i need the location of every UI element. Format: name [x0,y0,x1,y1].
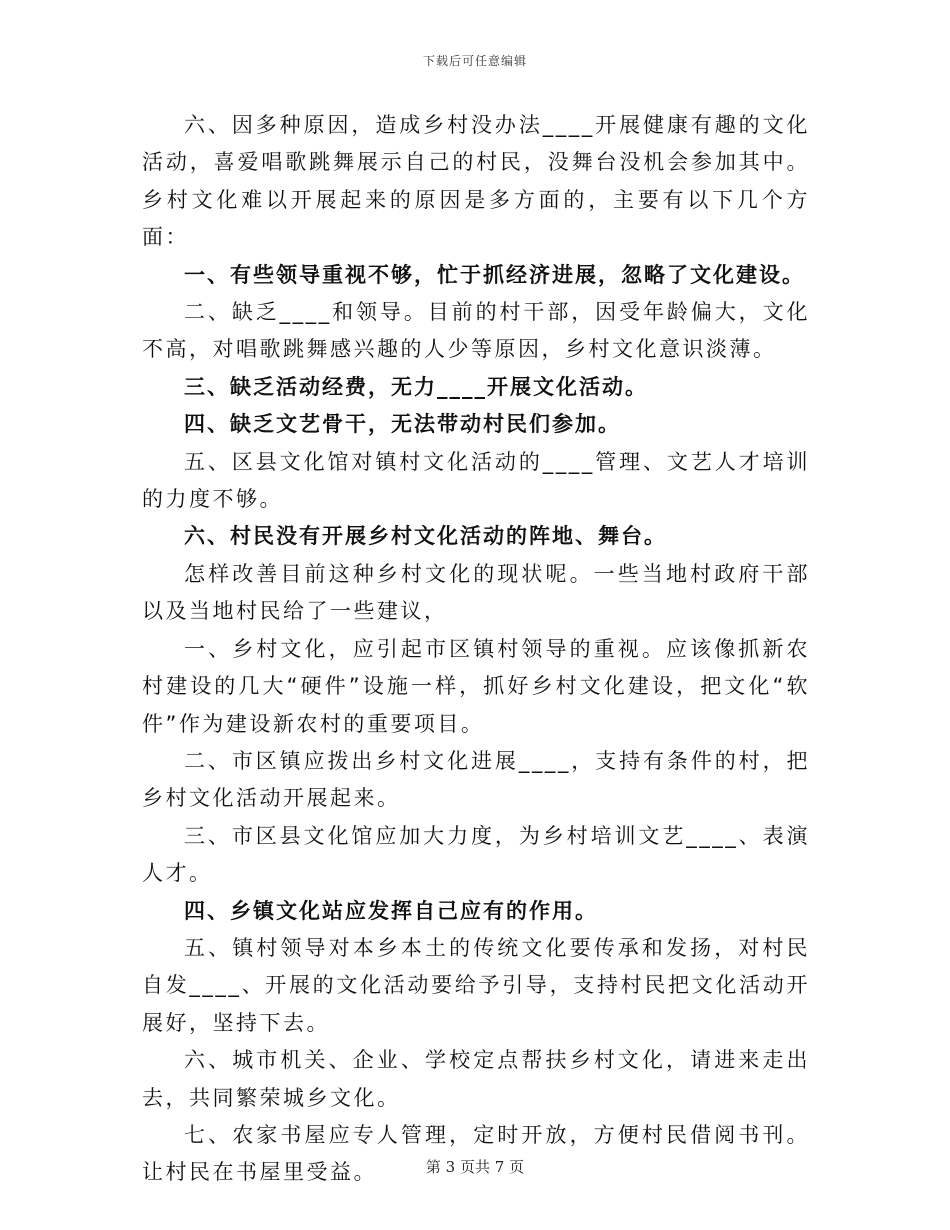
paragraph: 一、乡村文化，应引起市区镇村领导的重视。应该像抓新农村建设的几大“硬件”设施一样，抓好乡村文化建设，把文化“软件”作为建设新农村的重要项目。 [142,636,810,736]
paragraph: 五、区县文化馆对镇村文化活动的____管理、文艺人才培训的力度不够。 [142,449,810,512]
paragraph: 二、缺乏____和领导。目前的村干部，因受年龄偏大，文化不高，对唱歌跳舞感兴趣的人少等原因，乡村文化意识淡薄。 [142,300,810,362]
paragraph: 三、缺乏活动经费，无力____开展文化活动。 [184,374,648,399]
paragraph: 六、因多种原因，造成乡村没办法____开展健康有趣的文化活动，喜爱唱歌跳舞展示自己的村民，没舞台没机会参加其中。乡村文化难以开展起来的原因是多方面的，主要有以下几个方面： [142,113,810,250]
paragraph: 五、镇村领导对本乡本土的传统文化要传承和发扬，对村民自发____、开展的文化活动要给予引导，支持村民把文化活动开展好，坚持下去。 [142,935,810,1035]
paragraph: 六、城市机关、企业、学校定点帮扶乡村文化，请进来走出去，共同繁荣城乡文化。 [142,1048,810,1110]
page-header: 下载后可任意编辑 [422,54,527,68]
page-footer: 第 3 页共 7 页 [425,1158,525,1176]
document-body [142,107,810,1192]
paragraph: 四、乡镇文化站应发挥自己应有的作用。 [184,898,598,923]
paragraph: 三、市区县文化馆应加大力度，为乡村培训文艺____、表演人才。 [142,823,810,886]
paragraph: 六、村民没有开展乡村文化活动的阵地、舞台。 [184,524,667,549]
paragraph: 四、缺乏文艺骨干，无法带动村民们参加。 [184,412,621,437]
paragraph: 怎样改善目前这种乡村文化的现状呢。一些当地村政府干部以及当地村民给了一些建议， [142,561,810,624]
paragraph: 一、有些领导重视不够，忙于抓经济进展，忽略了文化建设。 [184,262,805,287]
paragraph: 七、农家书屋应专人管理，定时开放，方便村民借阅书刊。让村民在书屋里受益。 [142,1122,810,1185]
paragraph: 二、市区镇应拨出乡村文化进展____，支持有条件的村，把乡村文化活动开展起来。 [142,748,810,811]
